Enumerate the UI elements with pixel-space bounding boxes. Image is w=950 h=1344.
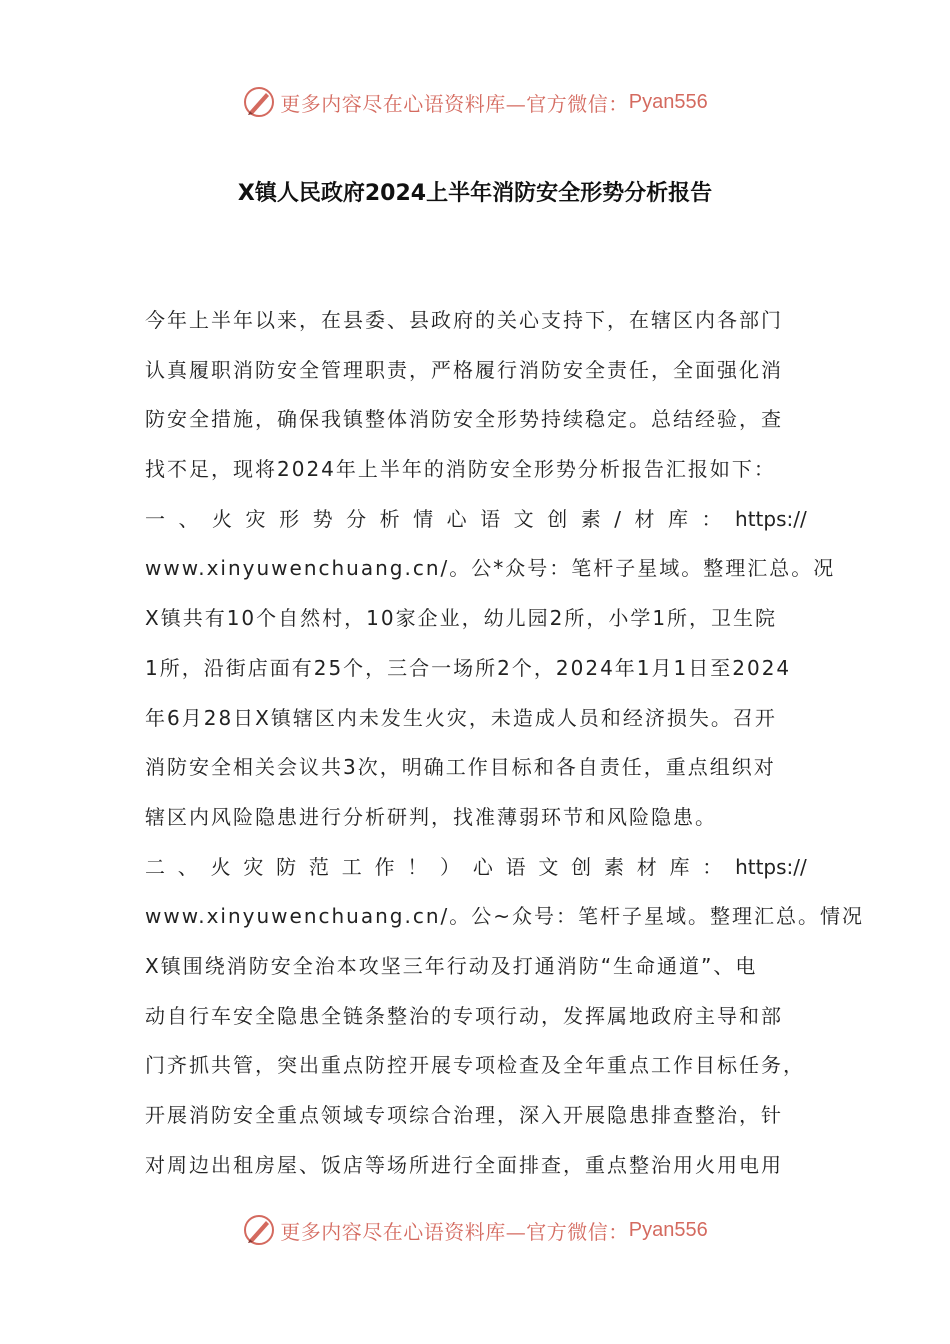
heading-char: 灾 — [245, 506, 266, 531]
paragraph-line: 开展消防安全重点领域专项综合治理，深入开展隐患排查整治，针 — [145, 1103, 783, 1127]
heading-char: 创 — [547, 506, 568, 531]
paragraph-line: 门齐抓共管，突出重点防控开展专项检查及全年重点工作目标任务， — [145, 1053, 805, 1078]
heading-char: 文 — [513, 506, 534, 531]
heading-char: 析 — [379, 506, 400, 531]
watermark-handle: Pyan556 — [628, 1218, 708, 1241]
heading-char: 分 — [346, 506, 367, 531]
heading-char: 材 — [636, 854, 657, 879]
heading-char: 范 — [308, 854, 329, 879]
heading-char: 库 — [669, 854, 690, 879]
paragraph-line: X镇围绕消防安全治本攻坚三年行动及打通消防“生命通道”、电 — [145, 953, 758, 978]
paragraph-line: 找不足，现将2024年上半年的消防安全形势分析报告汇报如下： — [145, 457, 776, 482]
heading-char: 、 — [177, 854, 198, 879]
watermark-text: 更多内容尽在心语资料库—官方微信： — [280, 1219, 629, 1244]
heading-char: 势 — [312, 506, 333, 531]
paragraph-line: 认真履职消防安全管理职责，严格履行消防安全责任，全面强化消 — [145, 357, 783, 382]
heading-char: 素 — [580, 506, 601, 531]
heading-char: 灾 — [243, 854, 264, 879]
heading-char: ） — [440, 854, 461, 879]
paragraph-line: 年6月28日X镇辖区内未发生火灾，未造成人员和经济损失。召开 — [145, 705, 777, 730]
heading-char: 情 — [413, 506, 434, 531]
watermark-banner-bottom — [0, 1208, 950, 1252]
paragraph-line: X镇共有10个自然村，10家企业，幼儿园2所，小学1所，卫生院 — [145, 606, 778, 631]
paragraph-line: 消防安全相关会议共3次，明确工作目标和各自责任，重点组织对 — [145, 755, 776, 780]
section-heading-2 — [145, 843, 807, 893]
heading-char: 作 — [374, 854, 395, 879]
heading-char: 心 — [472, 854, 493, 879]
heading-char: ！ — [407, 854, 428, 879]
watermark-banner-top — [0, 80, 950, 124]
heading-char: 火 — [212, 506, 233, 531]
pen-logo-icon — [242, 1213, 276, 1247]
heading-char: 材 — [634, 506, 655, 531]
heading-char: 心 — [446, 506, 467, 531]
heading-char: ： — [702, 854, 723, 879]
heading-char: 防 — [276, 854, 297, 879]
heading-char: 语 — [480, 506, 501, 531]
heading-char: 语 — [505, 854, 526, 879]
heading-char: / — [614, 506, 621, 531]
section-heading-1 — [145, 495, 807, 545]
heading-url: https:// — [735, 506, 807, 531]
heading-char: 库 — [668, 506, 688, 531]
heading-char: 火 — [210, 854, 231, 879]
heading-char: 创 — [571, 854, 592, 879]
paragraph-line: 辖区内风险隐患进行分析研判，找准薄弱环节和风险隐患。 — [145, 804, 717, 829]
section-heading-2-cont: www.xinyuwenchuang.cn/。公~众号：笔杆子星域。整理汇总。情况 — [145, 904, 865, 929]
watermark-handle: Pyan556 — [628, 90, 708, 113]
section-heading-1-cont: www.xinyuwenchuang.cn/。公*众号：笔杆子星域。整理汇总。况 — [145, 556, 836, 581]
heading-char: 工 — [341, 854, 362, 879]
paragraph-line: 1所，沿街店面有25个，三合一场所2个，2024年1月1日至2024 — [145, 655, 792, 680]
heading-url: https:// — [735, 854, 807, 879]
heading-char: 、 — [178, 506, 199, 531]
watermark-text: 更多内容尽在心语资料库—官方微信： — [280, 91, 629, 116]
heading-char: ： — [701, 506, 722, 531]
heading-char: 素 — [603, 854, 624, 879]
heading-char: 二 — [145, 854, 165, 879]
paragraph-line: 防安全措施，确保我镇整体消防安全形势持续稳定。总结经验，查 — [145, 407, 783, 432]
paragraph-line: 动自行车安全隐患全链条整治的专项行动，发挥属地政府主导和部 — [145, 1003, 783, 1028]
heading-char: 形 — [279, 506, 300, 531]
paragraph-line: 对周边出租房屋、饭店等场所进行全面排查，重点整治用火用电用 — [145, 1152, 783, 1177]
heading-char: 一 — [145, 506, 165, 531]
paragraph-line: 今年上半年以来，在县委、县政府的关心支持下，在辖区内各部门 — [145, 308, 783, 332]
document-body — [145, 296, 865, 1190]
heading-char: 文 — [538, 854, 559, 879]
document-title: X镇人民政府2024上半年消防安全形势分析报告 — [237, 181, 713, 206]
pen-logo-icon — [242, 85, 276, 119]
